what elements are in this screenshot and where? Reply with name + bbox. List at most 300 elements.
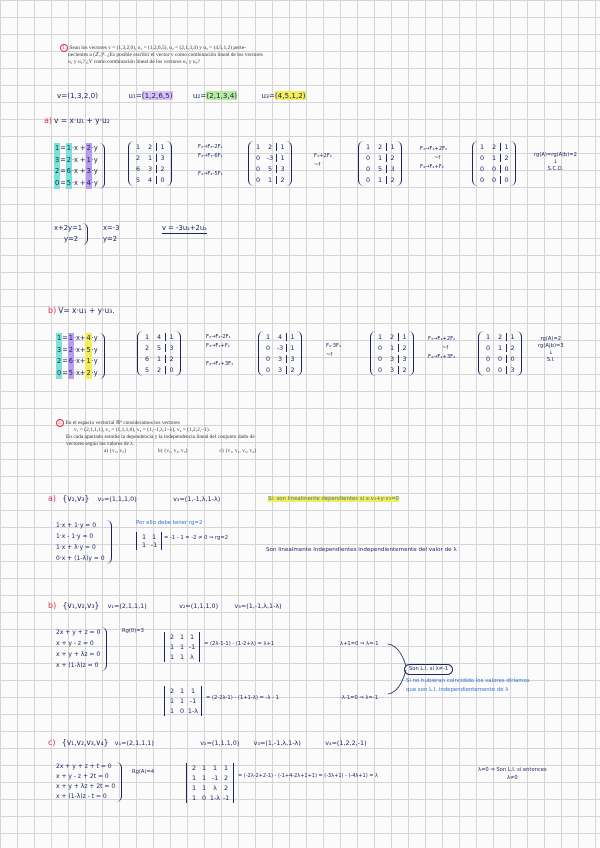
matrix-cell: 1	[365, 143, 371, 151]
matrix-cell: 0	[201, 794, 207, 802]
ex2a-det-result: = -1 - 1 = -2 ≠ 0 ⇒ rg=2	[164, 535, 229, 541]
matrix-cell: 1	[151, 533, 157, 541]
ex1b-matrix-3	[370, 331, 414, 376]
rank-class: S.C.D.	[547, 166, 564, 172]
matrix-cell: -3	[276, 344, 284, 352]
ex2c-rank: Rg(A)=4	[132, 769, 155, 775]
ex1b-label: b)	[48, 306, 57, 315]
ex2a-v2: v₂=(1,1,1,0)	[97, 495, 137, 503]
ex1b-system	[56, 333, 105, 379]
solve-x: x=-3	[103, 224, 120, 232]
vector-u2-value: (2,1,3,4)	[206, 91, 238, 100]
matrix-cell: 3	[165, 344, 177, 352]
ex1a-label: a)	[44, 116, 53, 125]
ex1a-title: v = x·u₁ + y·u₂	[54, 116, 110, 125]
ex2-statement-line-4: vectores según los valores de λ.	[66, 441, 135, 447]
sys-cell: ·x +	[71, 178, 86, 187]
matrix-cell: 0	[479, 165, 485, 173]
sys-cell: ·x +	[71, 155, 86, 164]
ex1-vector-list	[57, 91, 306, 100]
matrix-cell: 2	[147, 143, 153, 151]
matrix-cell: 2	[156, 366, 162, 374]
matrix-cell: 2	[267, 143, 273, 151]
matrix-cell: 0	[255, 165, 261, 173]
matrix-cell: 1	[191, 774, 197, 782]
sys-cell: ·x+	[73, 345, 86, 354]
matrix-cell: 0	[265, 355, 271, 363]
sys-cell: ·y	[91, 155, 98, 164]
arrow-upper	[388, 644, 406, 666]
system-eq: x + y - z = 0	[56, 640, 94, 647]
sys-cell: 5	[66, 178, 72, 190]
system-eq: 1·x + λ·y = 0	[56, 544, 96, 551]
matrix-cell: 2	[165, 355, 177, 363]
ex1-statement-line-2: necientes a (ℤ₇)⁴. ¿Es posible escribir el vector v como combinación lineal de los vectores	[68, 52, 263, 58]
matrix-cell: 5	[156, 344, 162, 352]
matrix-cell: 1	[201, 774, 207, 782]
ex2b-det1-condition: λ+1=0 ⇒ λ=-1	[340, 641, 379, 647]
sys-cell: ·x +	[71, 144, 86, 152]
ex1a-system-row-3	[54, 166, 98, 178]
system-eq: x + y + λz + 2t = 0	[56, 783, 116, 790]
ex1b-rank	[538, 336, 564, 364]
matrix-cell: 1	[179, 697, 185, 705]
sys-cell: =	[60, 144, 66, 152]
matrix-cell: 1	[141, 541, 147, 549]
sys-cell: =	[62, 345, 68, 354]
row-op: F₄→F₄+F₂	[420, 164, 444, 170]
matrix-cell: 3	[386, 165, 398, 173]
matrix-cell: 0	[497, 355, 503, 363]
ex2c-heading	[48, 738, 367, 747]
ex1a-system-row-2	[54, 155, 98, 167]
sys-cell: 5	[68, 368, 74, 380]
sys-cell: =	[62, 357, 68, 365]
matrix-cell: 1	[201, 784, 207, 792]
ex2a-set: {v₂,v₃}	[62, 494, 90, 503]
sys-cell: 5	[85, 345, 91, 357]
row-op: F₃→F₃+2F₂	[428, 336, 456, 342]
ex2-statement-line-1: En el espacio vectorial ℝ⁴ consideramos los vectores	[65, 420, 180, 426]
matrix-cell: -1	[222, 794, 230, 802]
ex2a-note	[268, 496, 399, 502]
matrix-cell: 0	[497, 366, 503, 374]
ex2c-v3: v₃=(1,-1,λ,1-λ)	[253, 739, 301, 747]
matrix-cell: 6	[135, 165, 141, 173]
matrix-cell: λ	[213, 784, 217, 792]
ex1b-heading	[48, 306, 115, 315]
ex1b-system-row-1	[56, 333, 98, 345]
system-eq: x + (1-λ)z - t = 0	[56, 793, 107, 800]
sys-cell: 1	[54, 143, 60, 155]
matrix-cell: 1	[497, 344, 503, 352]
matrix-cell: 1	[179, 643, 185, 651]
sys-cell: 1	[68, 333, 74, 345]
matrix-cell: 0	[485, 344, 491, 352]
row-op: ~f	[434, 155, 441, 161]
matrix-cell: 0	[265, 366, 271, 374]
ex1a-ops-3	[420, 145, 447, 172]
ex2-option-c: c) {v₁, v₂, v₃, v₄}	[219, 448, 257, 454]
matrix-cell: 3	[276, 165, 288, 173]
sys-cell: 2	[66, 155, 72, 167]
matrix-cell: 2	[169, 633, 175, 641]
matrix-cell: 2	[276, 176, 288, 184]
ex2-statement-line-3: En cada apartado estudie la dependencia y la independencia lineal del conjunto dado de	[66, 434, 255, 440]
system-eq: 1·x + 1·y = 0	[56, 522, 97, 529]
matrix-cell: 0	[491, 165, 497, 173]
matrix-cell: 1	[377, 176, 383, 184]
matrix-cell: 1-λ	[209, 794, 221, 802]
sys-cell: 2	[56, 356, 62, 368]
matrix-cell: 1	[165, 333, 177, 341]
matrix-cell: 1	[169, 697, 175, 705]
matrix-cell: 2	[500, 154, 512, 162]
ex1b-ops-2	[326, 342, 341, 360]
matrix-cell: 1	[479, 143, 485, 151]
sys-cell: ·y	[91, 357, 98, 365]
matrix-cell: 0	[377, 355, 383, 363]
ex2a-label: a)	[48, 494, 57, 503]
condition-line: λ≠0	[506, 775, 518, 781]
matrix-cell: 1	[141, 533, 147, 541]
arrow-lower	[388, 670, 406, 694]
blue-note-line: que son L.I. independientemente de λ	[406, 687, 509, 693]
matrix-cell: 0	[506, 355, 518, 363]
matrix-cell: 2	[377, 143, 383, 151]
matrix-cell: 2	[389, 333, 395, 341]
ex1b-matrix-1	[137, 331, 181, 376]
sys-cell: 4	[85, 333, 91, 345]
matrix-cell: 1	[506, 333, 518, 341]
ex2c-v2: v₂=(1,1,1,0)	[200, 739, 240, 747]
sys-cell: 3	[56, 345, 62, 357]
ex2-statement-line-2: v₁ = (2,1,1,1), v₂ = (1,1,1,0), v₃ = (1,−1,λ,1−λ), v₄ = (1,2,2,−1).	[74, 427, 210, 433]
ex1b-system-row-3	[56, 356, 98, 368]
ex2a-conclusion: Son linealmente independientes independientemente del valor de λ	[266, 547, 457, 553]
matrix-cell: 0	[491, 176, 497, 184]
matrix-cell: 1	[190, 687, 196, 695]
sys-cell: 2	[68, 345, 74, 357]
ex1-number: 1.	[62, 45, 67, 51]
sys-cell: =	[60, 178, 66, 187]
ex2-number: 2.	[58, 420, 63, 426]
system-eq: 0·x + (1-λ)y = 0	[56, 555, 105, 562]
row-op: ~f	[326, 352, 333, 358]
row-op: F₃→F₃-6F₁	[198, 153, 223, 159]
matrix-cell: 1	[212, 764, 218, 772]
vector-v: v=(1,3,2,0)	[57, 91, 99, 100]
matrix-cell: 1	[179, 633, 185, 641]
matrix-cell: 0	[255, 176, 261, 184]
ex2b-set: {v₁,v₂,v₃}	[62, 601, 100, 610]
matrix-cell: 1	[267, 176, 273, 184]
matrix-cell: 0	[377, 344, 383, 352]
sys-cell: 6	[66, 166, 72, 178]
ex2b-det2-condition: -λ-1=0 ⇒ λ=-1	[340, 695, 378, 701]
system-eq: 2x + y + z = 0	[56, 629, 101, 636]
matrix-cell: 1	[144, 333, 150, 341]
matrix-cell: 1	[223, 764, 229, 772]
ex1a-matrix-4	[472, 141, 516, 186]
sys-cell: =	[62, 368, 68, 377]
ex2b-rank: Rg(0)=3	[122, 628, 144, 634]
vector-u3-label: u₃=	[261, 91, 275, 100]
ex2b-det1-result: = (2λ-1-1) - (1-2+λ) = λ+1	[204, 641, 275, 647]
matrix-cell: 1	[201, 764, 207, 772]
row-op: F₃→F₃+2F₂	[420, 146, 448, 152]
matrix-cell: 1	[500, 143, 512, 151]
matrix-cell: 3	[506, 366, 518, 374]
ex2a-heading	[48, 494, 220, 503]
solve-y: y=2	[103, 235, 118, 243]
ex2b-blue-note	[406, 677, 530, 695]
ex1a-rank	[534, 152, 577, 173]
vector-u2-label: u₂=	[192, 91, 207, 100]
ex1a-ops-1	[198, 143, 223, 179]
matrix-cell: 0	[485, 355, 491, 363]
matrix-cell: 0	[255, 154, 261, 162]
system-eq: x + y - z + 2t = 0	[56, 773, 109, 780]
matrix-cell: 2	[398, 366, 410, 374]
ex1b-matrix-2	[258, 331, 302, 376]
matrix-cell: 2	[223, 784, 229, 792]
ex1b-ops-3	[428, 335, 455, 362]
matrix-cell: -1	[188, 643, 196, 651]
sys-cell: 1	[66, 143, 72, 155]
matrix-cell: 1	[265, 333, 271, 341]
matrix-cell: 2	[156, 165, 168, 173]
matrix-cell: 0	[179, 707, 185, 715]
matrix-cell: 3	[389, 355, 395, 363]
matrix-cell: 1	[377, 333, 383, 341]
ex1b-title: V= x·u₁ + y·u₃.	[58, 306, 115, 315]
system-eq: 1·x - 1·y = 0	[56, 533, 94, 540]
ex2b-det2-result: = (2-2λ-1) - (1+1-λ) = -λ - 1	[206, 695, 279, 701]
matrix-cell: 2	[506, 344, 518, 352]
solve-eq: x+2y=1	[54, 224, 83, 232]
matrix-cell: 5	[144, 366, 150, 374]
matrix-cell: 3	[398, 355, 410, 363]
ex2a-note-text: Si: son linealmente dependientes si x·v₂+y·v₃=0	[268, 496, 399, 502]
ex2c-system	[56, 762, 122, 802]
ex2-option-b: b) {v₁, v₂, v₃}	[157, 448, 189, 454]
matrix-cell: 3	[277, 366, 283, 374]
sys-cell: ·y	[91, 144, 98, 152]
matrix-cell: 0	[365, 154, 371, 162]
sys-cell: 1	[85, 356, 91, 368]
row-op: F₂→F₂-2F₁	[206, 334, 231, 340]
row-op: F₂→F₂-2F₁	[198, 144, 223, 150]
system-eq: 2x + y + z + t = 0	[56, 763, 112, 770]
matrix-cell: 1	[156, 143, 168, 151]
row-op: F₄→F₄-5F₁	[198, 171, 223, 177]
solve-eq: y=2	[64, 235, 79, 243]
sys-cell: 0	[54, 178, 60, 190]
matrix-cell: 2	[144, 344, 150, 352]
system-eq: x + (1-λ)z = 0	[56, 662, 99, 669]
sys-cell: 3	[54, 155, 60, 167]
ex1a-final-result: v = -3u₁+2u₂	[162, 224, 207, 232]
blue-note-line: Si no hubieran coincidido los valores diríamos	[406, 678, 530, 684]
ex2a-v3: v₃=(1,-1,λ,1-λ)	[173, 495, 221, 503]
matrix-cell: 3	[286, 355, 298, 363]
matrix-cell: 3	[156, 154, 168, 162]
matrix-cell: 1	[386, 143, 398, 151]
ex1a-ops-2	[314, 152, 332, 170]
matrix-cell: 1	[179, 687, 185, 695]
matrix-cell: -3	[266, 154, 274, 162]
matrix-cell: 2	[491, 143, 497, 151]
rank-arrow: ↓	[553, 159, 558, 165]
sys-cell: 1	[86, 155, 92, 167]
matrix-cell: 1	[377, 154, 383, 162]
ex2b-heading	[48, 601, 282, 610]
ex1-statement-line-1: Sean los vectores v = (1,3,2,0), u₁ = (1,2,6,5), u₂ = (2,1,3,4) y u₃ = (4,5,1,2) perte-	[69, 45, 246, 51]
sys-cell: =	[62, 334, 68, 342]
ex2-statement	[56, 420, 257, 455]
matrix-cell: 1	[169, 707, 175, 715]
sys-cell: ·y	[91, 178, 98, 187]
matrix-cell: 0	[500, 165, 512, 173]
matrix-cell: 0	[377, 366, 383, 374]
matrix-cell: 1	[398, 333, 410, 341]
matrix-cell: 1	[169, 653, 175, 661]
ex1-statement-line-3: u₁ y u₂? ¿Y como combinación lineal de los vectores u₁ y u₃?	[68, 59, 200, 65]
ex2b-v1: v₁=(2,1,1,1)	[107, 602, 147, 610]
matrix-cell: -1	[211, 774, 219, 782]
matrix-cell: 1	[276, 143, 288, 151]
vector-u1-label: u₁=	[128, 91, 142, 100]
matrix-cell: 0	[479, 154, 485, 162]
ex2c-set: {v₁,v₂,v₃,v₄}	[61, 738, 109, 747]
sys-cell: ·x+	[73, 357, 86, 365]
matrix-cell: 0	[500, 176, 512, 184]
sys-cell: 2	[86, 143, 92, 155]
rank-text: rg(A)=rg(A|b)=2	[534, 152, 577, 158]
ex1a-matrix-3	[358, 141, 402, 186]
ex1a-system	[54, 143, 105, 189]
ex1a-matrix-1	[128, 141, 172, 186]
matrix-cell: 1	[276, 154, 288, 162]
ex2b-v3: v₃=(1,-1,λ,1-λ)	[234, 602, 282, 610]
sys-cell: =	[60, 167, 66, 175]
matrix-cell: 1	[169, 643, 175, 651]
matrix-cell: 2	[169, 687, 175, 695]
matrix-cell: 1	[485, 333, 491, 341]
sys-cell: 2	[54, 166, 60, 178]
ex2b-det1-matrix	[164, 632, 200, 662]
condition-line: λ=0 ⇒ Son L.I. si entonces	[478, 767, 547, 773]
vector-u3-value: (4,5,1,2)	[274, 91, 306, 100]
matrix-cell: 2	[497, 333, 503, 341]
row-op: ~f	[314, 162, 321, 168]
ex2b-system	[56, 627, 107, 671]
ex2b-v2: v₂=(1,1,1,0)	[179, 602, 219, 610]
ex2c-v4: v₄=(1,2,2,-1)	[325, 739, 367, 747]
sys-cell: ·y	[91, 368, 98, 377]
row-op: ~f	[442, 345, 449, 351]
rank-text: rg(A)=2	[540, 336, 562, 342]
matrix-cell: -1	[150, 541, 158, 549]
matrix-cell: 1-λ	[187, 707, 199, 715]
matrix-cell: 5	[267, 165, 273, 173]
sys-cell: 0	[56, 368, 62, 380]
matrix-cell: 2	[286, 366, 298, 374]
sys-cell: ·y	[91, 345, 98, 354]
matrix-cell: 5	[135, 176, 141, 184]
ex2c-label: c)	[48, 738, 56, 747]
ex1b-ops-1	[206, 333, 233, 369]
row-op: F₄→F₄+3F₁	[206, 361, 234, 367]
row-op: F₃→F₃+F₁	[206, 343, 230, 349]
ex2c-det-result: = (-2λ-2+2-1) - (-1+4-2λ+1+1) = (-3λ+1) - (-4λ+1) = λ	[238, 773, 379, 779]
sys-cell: =	[60, 155, 66, 164]
matrix-cell: 1	[179, 653, 185, 661]
sys-cell: 6	[68, 356, 74, 368]
ex2b-label: b)	[48, 601, 57, 610]
sys-cell: 2	[85, 368, 91, 380]
ex1a-heading	[44, 116, 110, 125]
matrix-cell: -1	[189, 697, 197, 705]
vector-u1-value: (1,2,6,5)	[141, 91, 173, 100]
matrix-cell: λ	[190, 653, 194, 661]
ex1b-system-row-2	[56, 345, 98, 357]
ex2a-blue-note: Por ello debe tener rg=2	[136, 520, 203, 526]
sys-cell: ·x+	[73, 368, 86, 377]
matrix-cell: 3	[147, 165, 153, 173]
matrix-cell: 1	[286, 344, 298, 352]
ex2c-condition	[478, 766, 547, 782]
ex1a-solve-system	[54, 223, 88, 245]
system-eq: x + y + λz = 0	[56, 651, 101, 658]
ex2-option-a: a) {v₂, v₃}	[104, 448, 127, 454]
matrix-cell: 0	[165, 366, 177, 374]
matrix-cell: 1	[286, 333, 298, 341]
matrix-cell: 3	[389, 366, 395, 374]
matrix-cell: 2	[135, 154, 141, 162]
matrix-cell: 4	[277, 333, 283, 341]
matrix-cell: 0	[365, 176, 371, 184]
matrix-cell: 4	[147, 176, 153, 184]
ex2a-system	[56, 520, 112, 564]
ex2a-det-matrix	[136, 532, 162, 550]
sys-cell: ·y	[91, 167, 98, 175]
matrix-cell: 2	[398, 344, 410, 352]
ex2c-v1: v₁=(2,1,1,1)	[114, 739, 154, 747]
matrix-cell: 2	[386, 154, 398, 162]
ex1a-solve-result	[103, 223, 120, 245]
matrix-cell: 1	[191, 784, 197, 792]
ex1-statement	[60, 45, 263, 66]
sys-cell: ·x +	[71, 167, 86, 175]
row-op: F₄→F₄+3F₂	[428, 354, 456, 360]
matrix-cell: 0	[156, 176, 168, 184]
row-op: F₂·3F₂	[326, 343, 342, 349]
sys-cell: 3	[86, 166, 92, 178]
row-op: F₃+2F₂	[314, 153, 332, 159]
matrix-cell: 0	[485, 366, 491, 374]
ex2b-det2-matrix	[164, 686, 202, 716]
ex1a-matrix-2	[248, 141, 292, 186]
matrix-cell: 1	[491, 154, 497, 162]
sys-cell: 1	[56, 333, 62, 345]
matrix-cell: 1	[389, 344, 395, 352]
rank-class: S.I.	[546, 357, 555, 363]
sys-cell: 4	[86, 178, 92, 190]
matrix-cell: 0	[479, 176, 485, 184]
matrix-cell: 0	[265, 344, 271, 352]
